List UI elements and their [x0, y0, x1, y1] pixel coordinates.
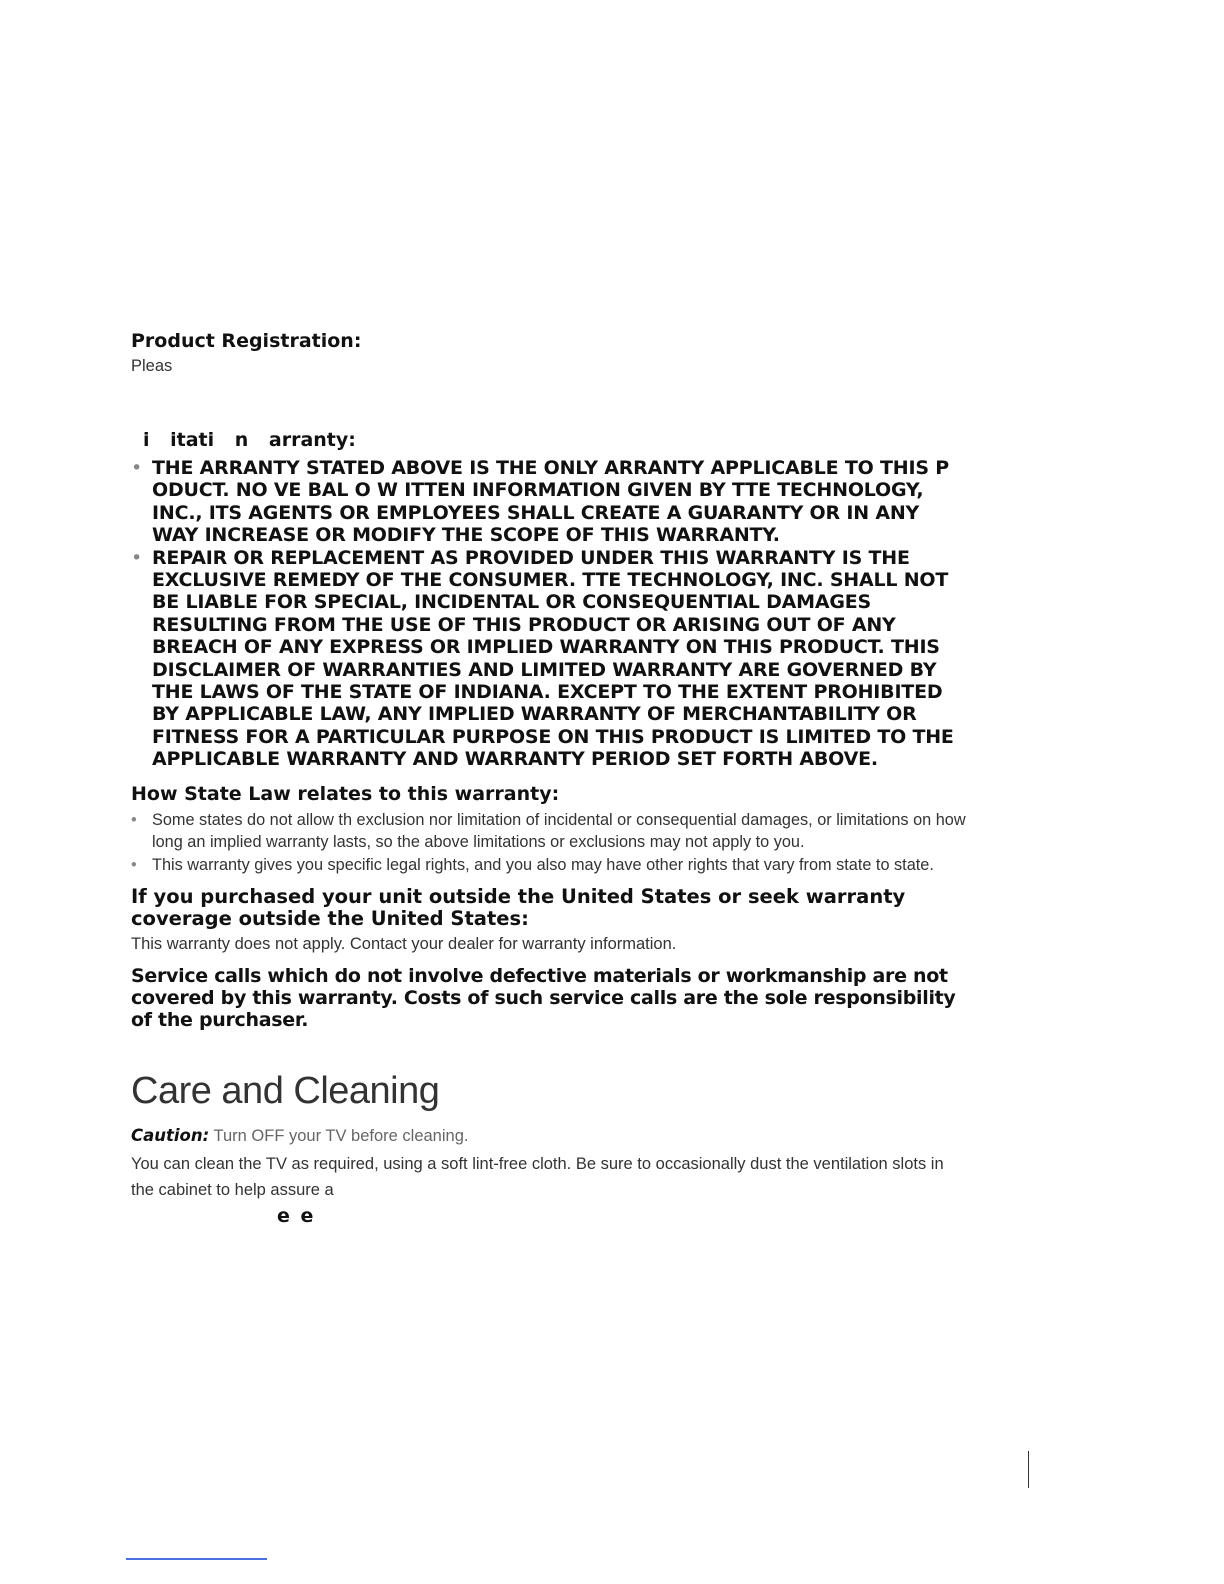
product-registration-heading: Product Registration: — [131, 330, 362, 352]
footer-rule — [126, 1558, 267, 1560]
product-registration-text: Pleas — [131, 357, 173, 375]
caution-label: Caution: — [131, 1126, 210, 1146]
page-margin-bar — [1028, 1451, 1029, 1488]
limitation-bullet-2: • REPAIR OR REPLACEMENT AS PROVIDED UNDER THIS WARRANTY IS THE EXCLUSIVE REMEDY OF THE CONSUMER. TTE TECHNOLOGY, INC. SHALL NOT BE LIABLE FOR SPECIAL, INCIDENTAL OR CONSEQUENTIAL DAMAGES RESULTING FROM THE USE OF THIS PRODUCT OR ARISING OUT OF ANY BREACH OF ANY EXPRESS OR IMPLIED WARRANTY ON THIS PRODUCT. THIS DISCLAIMER OF WARRANTIES AND LIMITED WARRANTY ARE GOVERNED BY THE LAWS OF THE STATE OF INDIANA. EXCEPT TO THE EXTENT PROHIBITED BY APPLICABLE LAW, ANY IMPLIED WARRANTY OF MERCHANTABILITY OR FITNESS FOR A PARTICULAR PURPOSE ON THIS PRODUCT IS LIMITED TO THE APPLICABLE WARRANTY AND WARRANTY PERIOD SET FORTH ABOVE. — [131, 547, 971, 771]
care-body: You can clean the TV as required, using a soft lint-free cloth. Be sure to occasionally dust the ventilation slots in the cabinet to help assure a — [131, 1155, 944, 1200]
outside-us-text: This warranty does not apply. Contact your dealer for warranty information. — [131, 935, 677, 954]
document-content — [131, 330, 971, 1227]
outside-us-heading: If you purchased your unit outside the United States or seek warranty coverage outside the United States: — [131, 885, 906, 931]
limitation-heading: i itati n arranty: — [143, 429, 356, 451]
state-law-heading: How State Law relates to this warranty: — [131, 782, 560, 805]
state-law-list — [131, 809, 971, 877]
caution-line — [131, 1125, 971, 1147]
state-law-bullet-1: • Some states do not allow th exclusion nor limitation of incidental or consequential damages, or limitations on how long an implied warranty lasts, so the above limitations or exclusions may not apply to you. — [131, 809, 971, 854]
caution-text: Turn OFF your TV before cleaning. — [209, 1127, 469, 1146]
service-calls-text: Service calls which do not involve defective materials or workmanship are not covered by this warranty. Costs of such service calls are the sole responsibility of the purchaser. — [131, 965, 956, 1032]
limitation-bullet-1: • THE ARRANTY STATED ABOVE IS THE ONLY ARRANTY APPLICABLE TO THIS P ODUCT. NO VE BAL O W ITTEN INFORMATION GIVEN BY TTE TECHNOLOGY, INC., ITS AGENTS OR EMPLOYEES SHALL CREATE A GUARANTY OR IN ANY WAY INCREASE OR MODIFY THE SCOPE OF THIS WARRANTY. — [131, 457, 971, 547]
care-fragment: e e — [277, 1205, 314, 1228]
limitation-list — [131, 457, 971, 771]
state-law-bullet-2: • This warranty gives you specific legal rights, and you also may have other rights that vary from state to state. — [131, 854, 971, 877]
care-cleaning-title: Care and Cleaning — [131, 1070, 440, 1113]
